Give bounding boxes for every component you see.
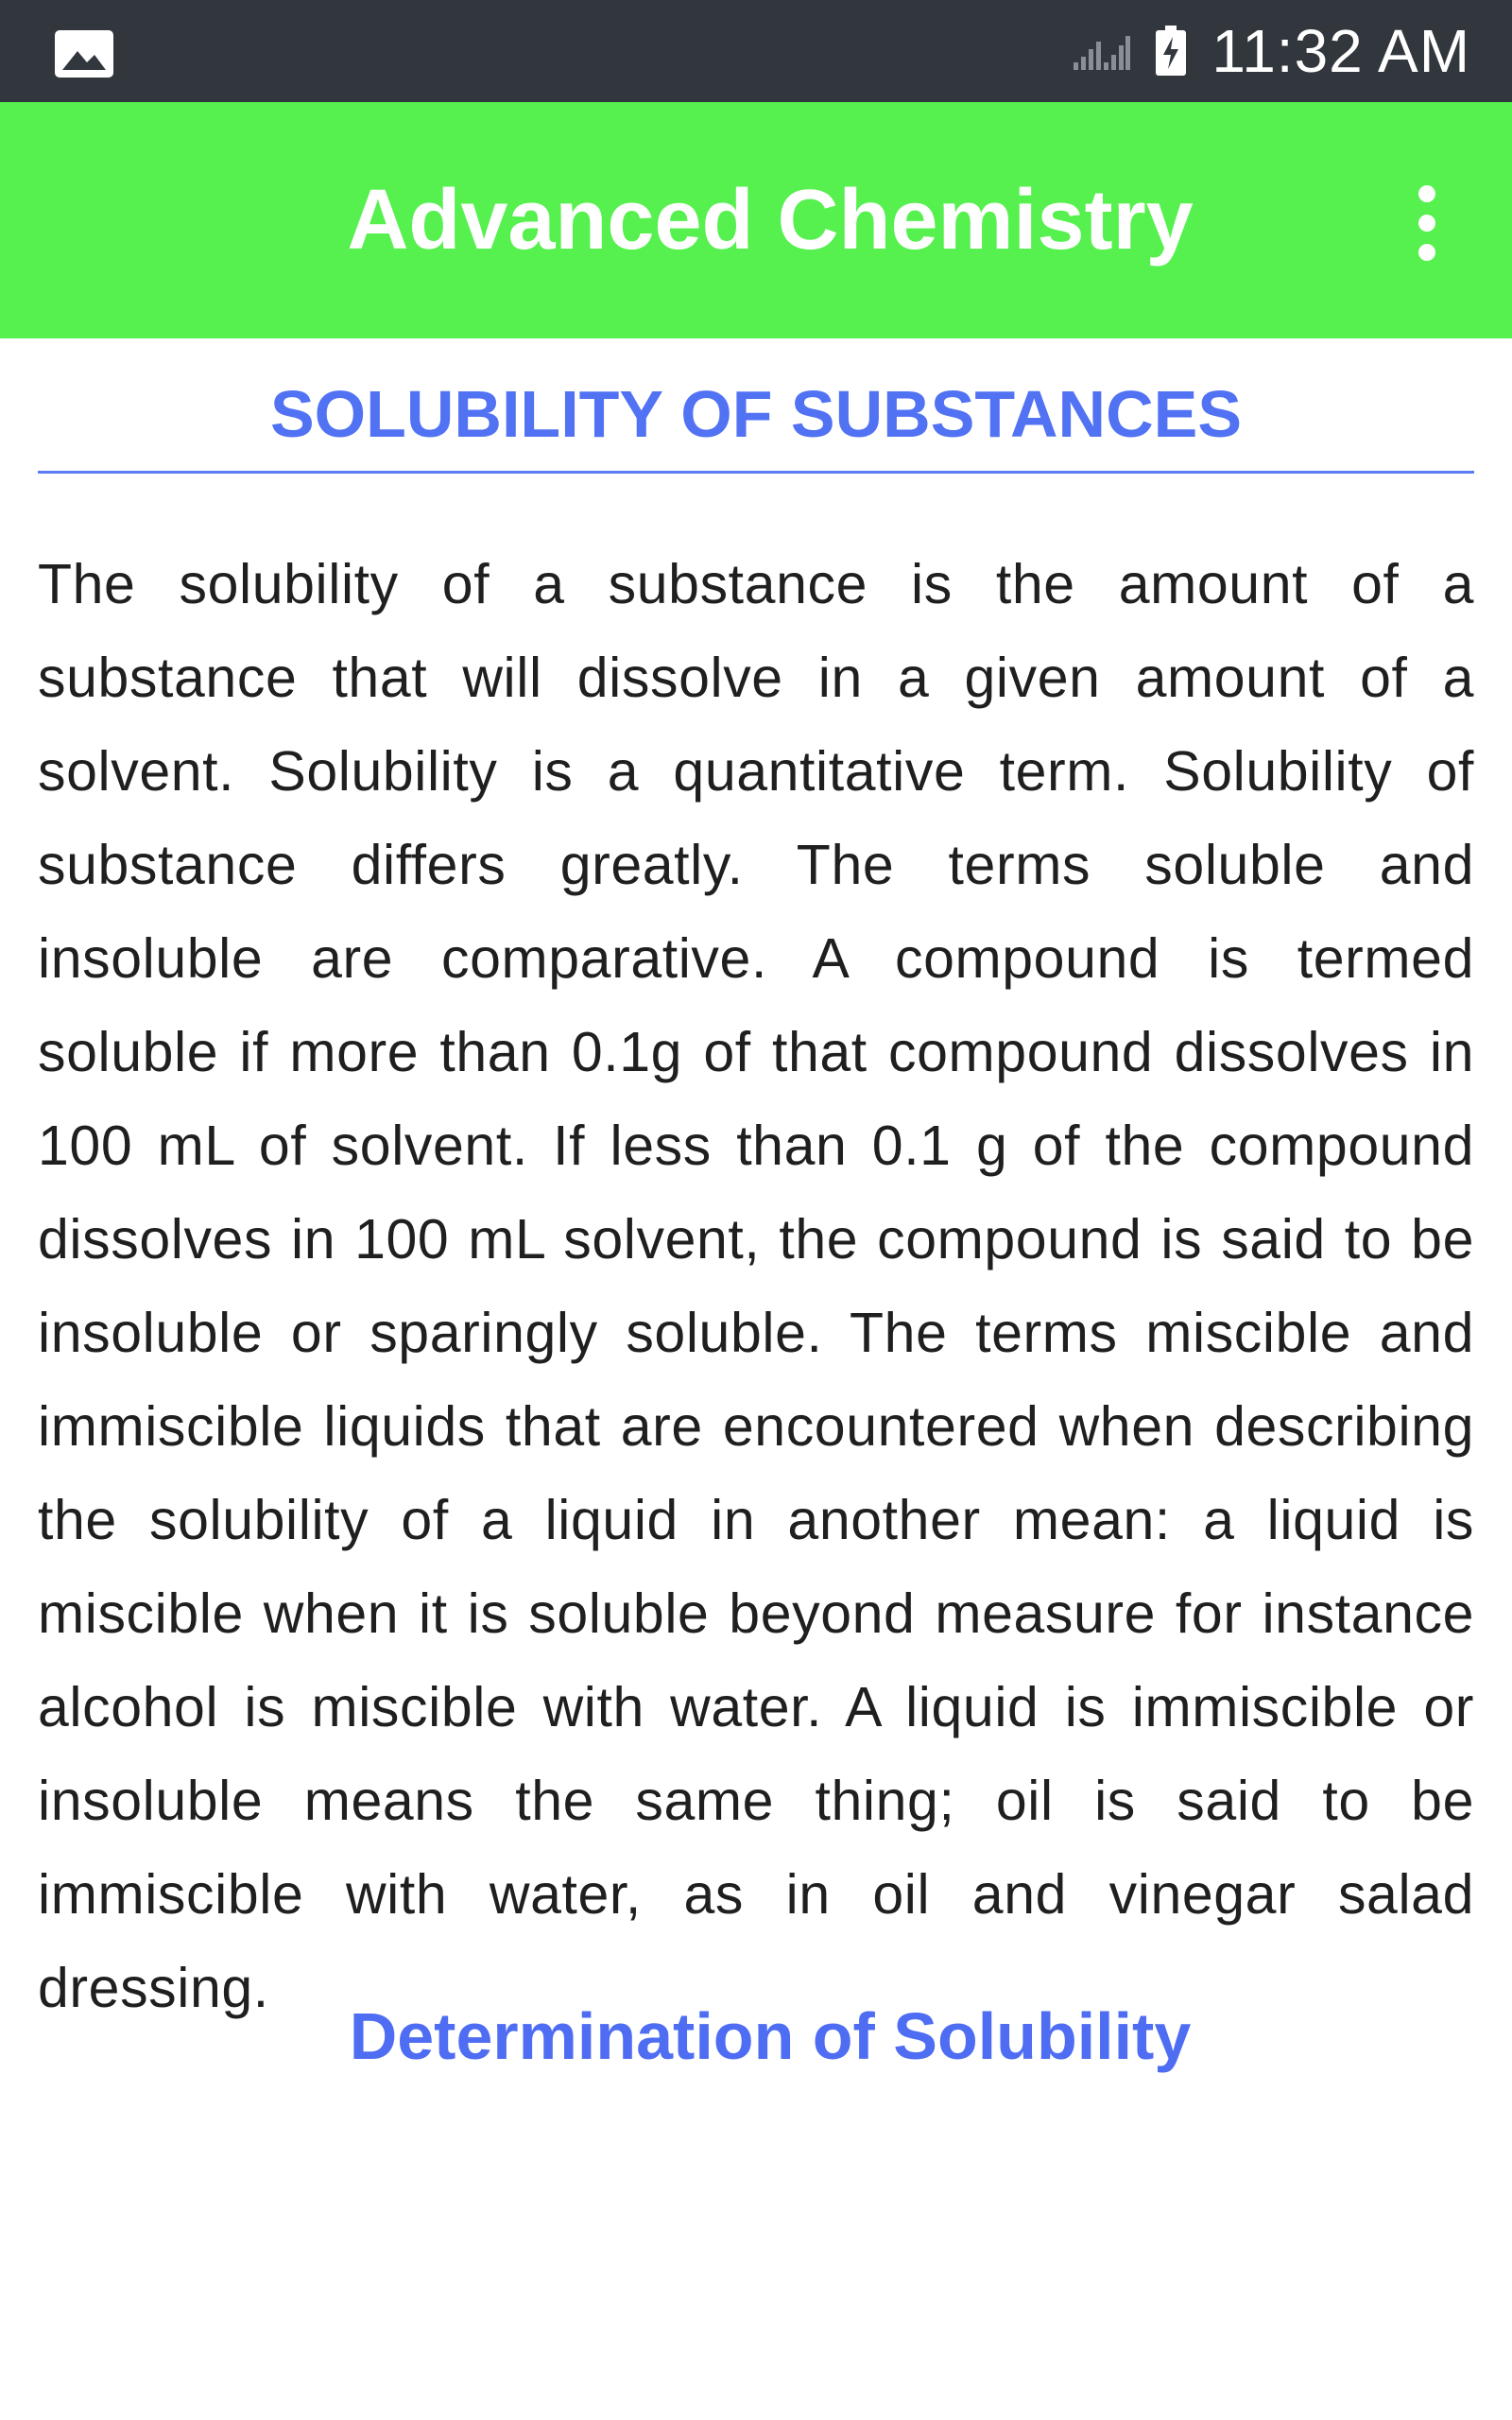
article-paragraph: The solubility of a substance is the amount of a substance that will dissolve in a given amount of a solvent. Solubility is a quantitative term. Solubility of substance differs greatly. The terms soluble and insoluble are comparative. A compound is termed soluble if more than 0.1g of that compound dissolves in 100 mL of solvent. If less than 0.1 g of the compound dissolves in 100 mL solvent, the compound is said to be insoluble or sparingly soluble. The terms miscible and immiscible liquids that are encountered when describing the solubility of a liquid in another mean: a liquid is miscible when it is soluble beyond measure for instance alcohol is miscible with water. A liquid is immiscible or insoluble means the same thing; oil is said to be immiscible with water, as in oil and vinegar salad dressing. [38,553,1474,2019]
status-indicators [1072,0,1470,102]
article-title: SOLUBILITY OF SUBSTANCES [269,377,1243,451]
app-bar [0,102,1512,338]
app-title: Advanced Chemistry [347,173,1194,268]
status-time: 11:32 AM [1211,17,1470,85]
menu-dot [1418,215,1435,232]
signal-icon [1072,32,1130,70]
overflow-menu-icon[interactable] [1399,185,1455,261]
status-bar [0,0,1512,102]
image-notification-icon [53,28,115,79]
article-content [38,338,1474,2035]
menu-dot [1418,244,1435,261]
section-heading-determination: Determination of Solubility [349,1999,1192,2073]
menu-dot [1418,185,1435,202]
title-divider [38,471,1474,474]
battery-charging-icon [1155,26,1187,77]
